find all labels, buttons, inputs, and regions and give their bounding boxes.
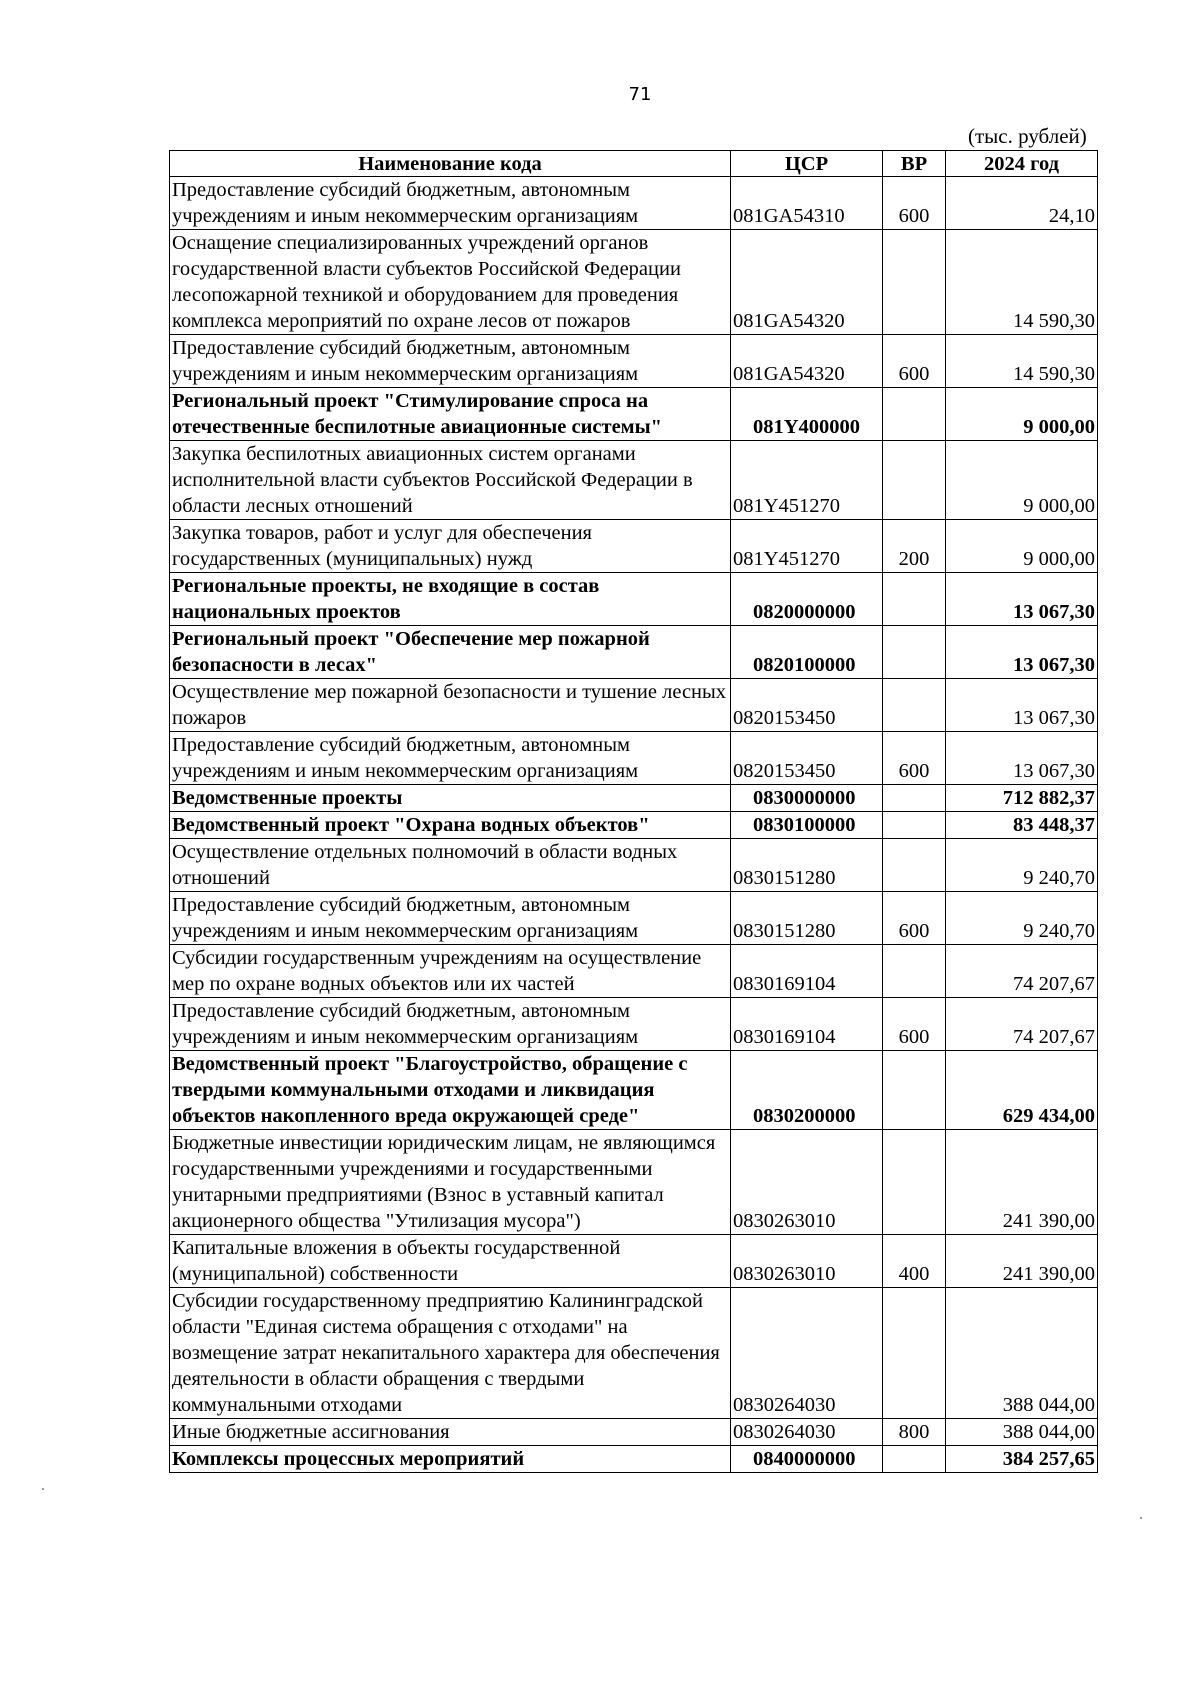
table-header-row xyxy=(170,151,1098,177)
row-amount: 241 390,00 xyxy=(946,1235,1098,1288)
table-row xyxy=(170,892,1098,945)
row-amount: 9 000,00 xyxy=(946,388,1098,441)
row-amount: 13 067,30 xyxy=(946,573,1098,626)
table-row xyxy=(170,732,1098,785)
row-vr: 600 xyxy=(883,732,946,785)
row-name: Закупка беспилотных авиационных систем органами исполнительной власти субъектов Российской Федерации в области лесных отношений xyxy=(170,441,731,520)
row-csr: 081Y451270 xyxy=(731,441,883,520)
row-amount: 83 448,37 xyxy=(946,812,1098,839)
row-amount: 384 257,65 xyxy=(946,1446,1098,1473)
row-amount: 13 067,30 xyxy=(946,732,1098,785)
row-amount: 241 390,00 xyxy=(946,1130,1098,1235)
row-amount: 388 044,00 xyxy=(946,1419,1098,1446)
row-amount: 712 882,37 xyxy=(946,785,1098,812)
table-row xyxy=(170,1288,1098,1419)
row-vr xyxy=(883,945,946,998)
table-row xyxy=(170,839,1098,892)
row-name: Субсидии государственным учреждениям на осуществление мер по охране водных объектов или их частей xyxy=(170,945,731,998)
row-csr: 0820000000 xyxy=(731,573,883,626)
row-name: Предоставление субсидий бюджетным, автономным учреждениям и иным некоммерческим организациям xyxy=(170,892,731,945)
row-name: Капитальные вложения в объекты государственной (муниципальной) собственности xyxy=(170,1235,731,1288)
row-amount: 74 207,67 xyxy=(946,945,1098,998)
row-amount: 9 000,00 xyxy=(946,520,1098,573)
row-csr: 081Y451270 xyxy=(731,520,883,573)
table-row xyxy=(170,1051,1098,1130)
row-name: Бюджетные инвестиции юридическим лицам, не являющимся государственными учреждениями и государственными унитарными предприятиями (Взнос в уставный капитал акционерного общества "Утилизация мусора") xyxy=(170,1130,731,1235)
units-label: (тыс. рублей) xyxy=(968,124,1087,148)
row-amount: 9 000,00 xyxy=(946,441,1098,520)
row-name: Ведомственный проект "Благоустройство, обращение с твердыми коммунальными отходами и ликвидация объектов накопленного вреда окружающей среде" xyxy=(170,1051,731,1130)
row-amount: 13 067,30 xyxy=(946,679,1098,732)
row-name: Ведомственный проект "Охрана водных объектов" xyxy=(170,812,731,839)
row-vr: 600 xyxy=(883,998,946,1051)
row-csr: 0820153450 xyxy=(731,679,883,732)
row-vr xyxy=(883,1051,946,1130)
header-vr: ВР xyxy=(883,151,946,177)
table-row xyxy=(170,679,1098,732)
row-name: Ведомственные проекты xyxy=(170,785,731,812)
table-row xyxy=(170,1419,1098,1446)
row-amount: 24,10 xyxy=(946,177,1098,230)
row-csr: 0830263010 xyxy=(731,1235,883,1288)
scan-speck xyxy=(1140,1517,1142,1519)
header-name: Наименование кода xyxy=(170,151,731,177)
row-vr xyxy=(883,441,946,520)
row-vr xyxy=(883,1130,946,1235)
row-name: Предоставление субсидий бюджетным, автономным учреждениям и иным некоммерческим организациям xyxy=(170,998,731,1051)
row-vr: 800 xyxy=(883,1419,946,1446)
row-name: Региональные проекты, не входящие в состав национальных проектов xyxy=(170,573,731,626)
row-csr: 0830200000 xyxy=(731,1051,883,1130)
table-row xyxy=(170,998,1098,1051)
row-amount: 13 067,30 xyxy=(946,626,1098,679)
row-amount: 14 590,30 xyxy=(946,230,1098,335)
row-amount: 388 044,00 xyxy=(946,1288,1098,1419)
table-row xyxy=(170,945,1098,998)
row-vr xyxy=(883,626,946,679)
row-name: Иные бюджетные ассигнования xyxy=(170,1419,731,1446)
table-row xyxy=(170,177,1098,230)
table-row xyxy=(170,1446,1098,1473)
table-row xyxy=(170,441,1098,520)
row-vr: 600 xyxy=(883,177,946,230)
row-amount: 629 434,00 xyxy=(946,1051,1098,1130)
row-amount: 9 240,70 xyxy=(946,839,1098,892)
row-vr xyxy=(883,573,946,626)
row-name: Осуществление мер пожарной безопасности и тушение лесных пожаров xyxy=(170,679,731,732)
row-csr: 081Y400000 xyxy=(731,388,883,441)
row-vr xyxy=(883,230,946,335)
row-csr: 0820100000 xyxy=(731,626,883,679)
row-csr: 0830169104 xyxy=(731,998,883,1051)
table-row xyxy=(170,1235,1098,1288)
row-csr: 0830169104 xyxy=(731,945,883,998)
row-name: Оснащение специализированных учреждений органов государственной власти субъектов Российской Федерации лесопожарной техникой и оборудованием для проведения комплекса мероприятий по охране лесов от пожаров xyxy=(170,230,731,335)
page-number: 71 xyxy=(628,84,652,105)
row-vr: 400 xyxy=(883,1235,946,1288)
table-row xyxy=(170,785,1098,812)
row-name: Региональный проект "Обеспечение мер пожарной безопасности в лесах" xyxy=(170,626,731,679)
table-row xyxy=(170,626,1098,679)
row-vr: 200 xyxy=(883,520,946,573)
row-csr: 0830264030 xyxy=(731,1288,883,1419)
table-row xyxy=(170,520,1098,573)
row-csr: 0840000000 xyxy=(731,1446,883,1473)
scan-speck xyxy=(42,1488,44,1490)
row-vr xyxy=(883,1288,946,1419)
row-csr: 0830100000 xyxy=(731,812,883,839)
row-vr xyxy=(883,812,946,839)
row-amount: 9 240,70 xyxy=(946,892,1098,945)
row-csr: 0830151280 xyxy=(731,892,883,945)
table-row xyxy=(170,335,1098,388)
header-amount: 2024 год xyxy=(946,151,1098,177)
row-csr: 081GA54310 xyxy=(731,177,883,230)
row-csr: 081GA54320 xyxy=(731,335,883,388)
row-vr xyxy=(883,1446,946,1473)
table-row xyxy=(170,812,1098,839)
row-name: Субсидии государственному предприятию Калининградской области "Единая система обращения с отходами" на возмещение затрат некапитального характера для обеспечения деятельности в области обращения с твердыми коммунальными отходами xyxy=(170,1288,731,1419)
row-amount: 14 590,30 xyxy=(946,335,1098,388)
row-name: Закупка товаров, работ и услуг для обеспечения государственных (муниципальных) нужд xyxy=(170,520,731,573)
row-vr xyxy=(883,388,946,441)
row-vr xyxy=(883,679,946,732)
table-row xyxy=(170,388,1098,441)
table-row xyxy=(170,573,1098,626)
row-name: Предоставление субсидий бюджетным, автономным учреждениям и иным некоммерческим организациям xyxy=(170,732,731,785)
row-name: Комплексы процессных мероприятий xyxy=(170,1446,731,1473)
row-vr: 600 xyxy=(883,335,946,388)
budget-table xyxy=(169,150,1098,1473)
row-csr: 081GA54320 xyxy=(731,230,883,335)
row-vr: 600 xyxy=(883,892,946,945)
row-amount: 74 207,67 xyxy=(946,998,1098,1051)
row-csr: 0820153450 xyxy=(731,732,883,785)
row-name: Региональный проект "Стимулирование спроса на отечественные беспилотные авиационные системы" xyxy=(170,388,731,441)
row-name: Предоставление субсидий бюджетным, автономным учреждениям и иным некоммерческим организациям xyxy=(170,335,731,388)
row-name: Осуществление отдельных полномочий в области водных отношений xyxy=(170,839,731,892)
row-vr xyxy=(883,785,946,812)
row-vr xyxy=(883,839,946,892)
row-csr: 0830264030 xyxy=(731,1419,883,1446)
row-name: Предоставление субсидий бюджетным, автономным учреждениям и иным некоммерческим организациям xyxy=(170,177,731,230)
row-csr: 0830151280 xyxy=(731,839,883,892)
header-csr: ЦСР xyxy=(731,151,883,177)
table-row xyxy=(170,1130,1098,1235)
row-csr: 0830263010 xyxy=(731,1130,883,1235)
table-row xyxy=(170,230,1098,335)
row-csr: 0830000000 xyxy=(731,785,883,812)
